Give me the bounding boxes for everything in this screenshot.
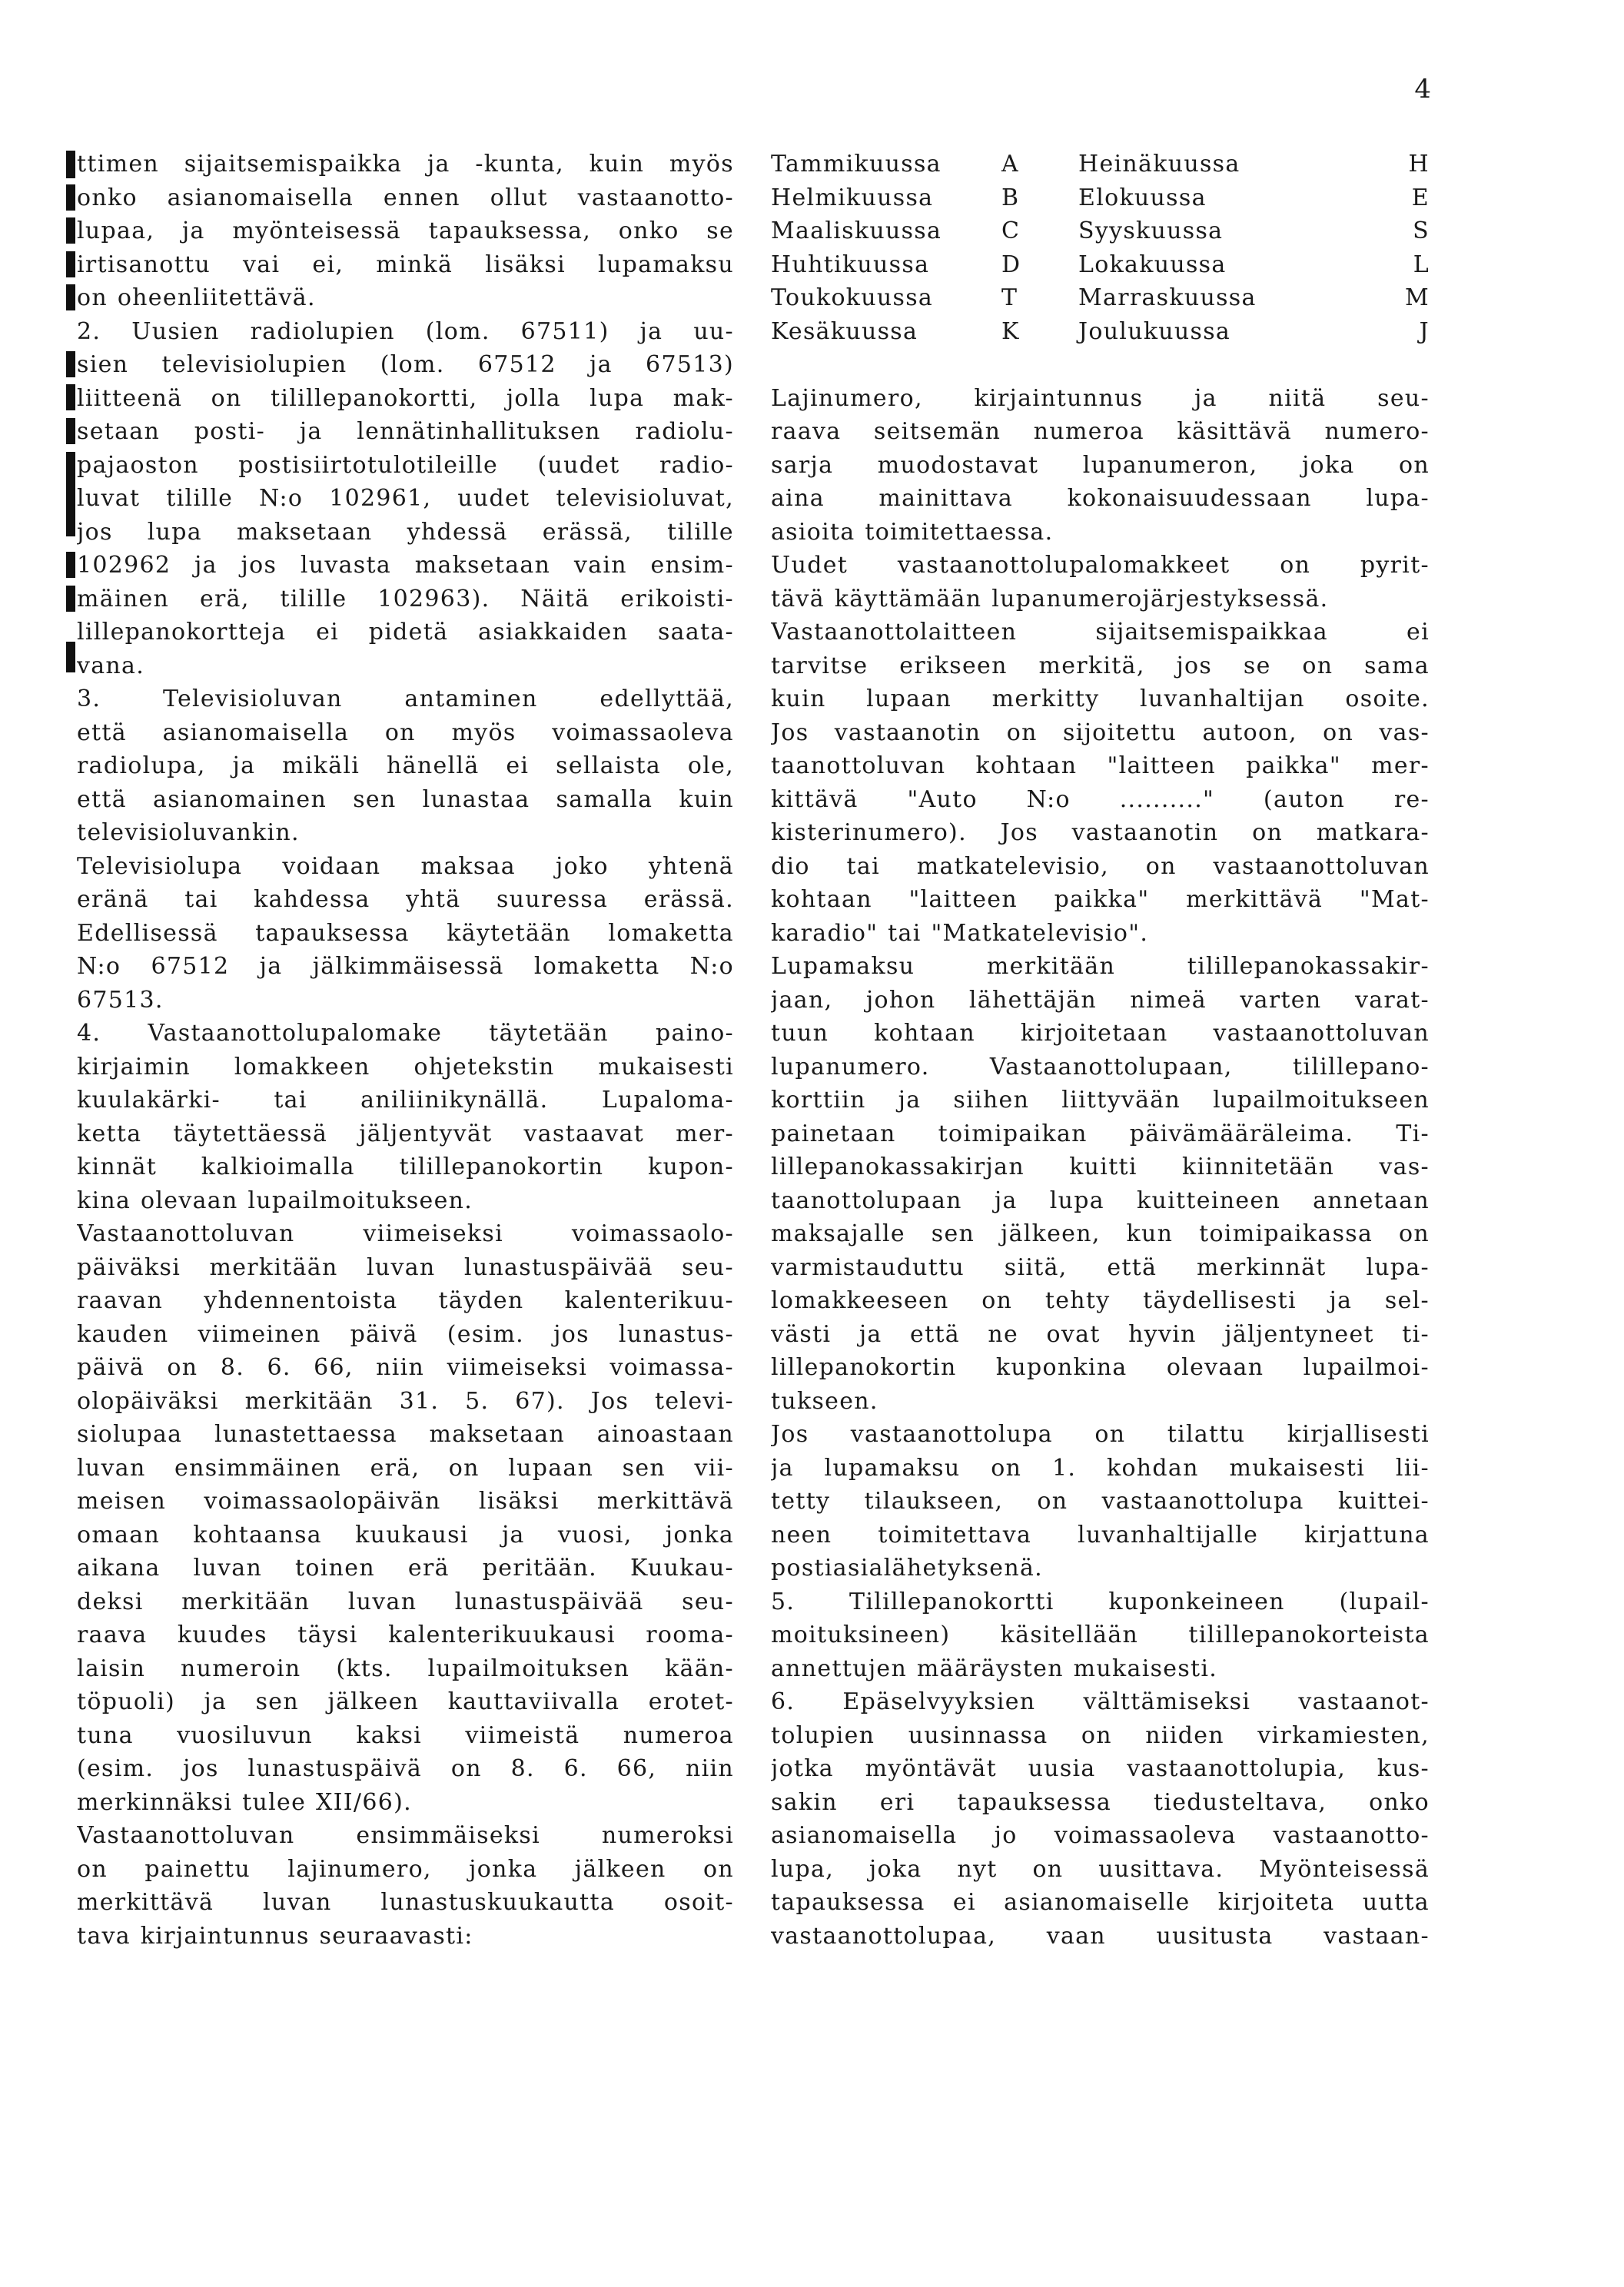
text-line: postiasialähetyksenä.: [771, 1555, 1044, 1582]
month-name: Toukokuussa: [771, 284, 934, 311]
month-letter-code: B: [1001, 184, 1020, 211]
text-line: pajaoston postisiirtotulotileille (uudet radio-: [77, 451, 734, 479]
text-line: että asianomainen sen lunastaa samalla kuin: [77, 785, 734, 813]
text-line: eränä tai kahdessa yhtä suuressa erässä.: [77, 886, 734, 913]
month-name: Heinäkuussa: [1078, 151, 1240, 178]
month-letter-code: C: [1001, 217, 1021, 244]
text-line: 3. Televisioluvan antaminen edellyttää,: [77, 685, 734, 712]
text-line: kisterinumero). Jos vastaanotin on matkara-: [771, 819, 1430, 846]
scan-edge-mark: [66, 418, 75, 444]
text-line: tapauksessa ei asianomaiselle kirjoiteta uutta: [771, 1889, 1430, 1916]
text-line: televisioluvankin.: [77, 819, 300, 846]
text-line: luvat tilille N:o 102961, uudet televisioluvat,: [77, 485, 734, 512]
text-line: on painettu lajinumero, jonka jälkeen on: [77, 1855, 734, 1883]
text-line: aina mainittava kokonaisuudessaan lupa-: [771, 485, 1430, 512]
scan-edge-mark: [66, 151, 75, 178]
text-line: tava kirjaintunnus seuraavasti:: [77, 1922, 473, 1950]
scan-edge-mark: [66, 351, 75, 377]
text-line: merkinnäksi tulee XII/66).: [77, 1788, 412, 1816]
month-letter-code: D: [1001, 251, 1021, 278]
text-line: luvan ensimmäinen erä, on lupaan sen vii-: [77, 1454, 734, 1482]
text-line: tolupien uusinnassa on niiden virkamiesten,: [771, 1721, 1430, 1749]
right-column-text: [771, 382, 1430, 1953]
text-line: deksi merkitään luvan lunastuspäivää seu-: [77, 1588, 734, 1615]
text-line: tukseen.: [771, 1387, 878, 1415]
text-line: moituksineen) käsitellään tilillepanokorteista: [771, 1621, 1430, 1648]
text-line: tuun kohtaan kirjoitetaan vastaanottoluvan: [771, 1020, 1430, 1047]
text-line: jos lupa maksetaan yhdessä erässä, tilille: [77, 518, 734, 546]
text-line: karadio" tai "Matkatelevisio".: [771, 919, 1149, 947]
month-name: Kesäkuussa: [771, 317, 918, 345]
text-line: lupanumero. Vastaanottolupaan, tilillepano-: [771, 1053, 1430, 1080]
text-line: taanottoluvan kohtaan "laitteen paikka" mer-: [771, 752, 1430, 779]
scan-edge-mark: [66, 284, 75, 310]
month-code-row: [771, 315, 1430, 349]
text-line: radiolupa, ja mikäli hänellä ei sellaista ole,: [77, 752, 734, 779]
text-line: töpuoli) ja sen jälkeen kauttaviivalla erotet-: [77, 1688, 734, 1715]
month-name: Huhtikuussa: [771, 251, 930, 278]
scan-edge-mark: [66, 184, 75, 211]
scan-edge-mark: [66, 251, 75, 277]
month-name: Lokakuussa: [1078, 251, 1227, 278]
text-line: tetty tilaukseen, on vastaanottolupa kuittei-: [771, 1488, 1430, 1515]
text-line: Uudet vastaanottolupalomakkeet on pyrit-: [771, 552, 1430, 579]
text-line: N:o 67512 ja jälkimmäisessä lomaketta N:o: [77, 953, 734, 980]
month-letter-code: T: [1001, 284, 1018, 311]
text-line: asioita toimitettaessa.: [771, 518, 1054, 546]
text-line: Vastaanottolaitteen sijaitsemispaikkaa ei: [771, 619, 1430, 646]
text-line: Vastaanottoluvan ensimmäiseksi numeroksi: [77, 1822, 734, 1849]
text-line: mäinen erä, tilille 102963). Näitä erikoisti-: [77, 585, 734, 612]
month-name: Syyskuussa: [1078, 217, 1224, 244]
text-line: 6. Epäselvyyksien välttämiseksi vastaanot-: [771, 1688, 1430, 1715]
text-line: irtisanottu vai ei, minkä lisäksi lupamaksu: [77, 251, 734, 278]
text-line: meisen voimassaolopäivän lisäksi merkittävä: [77, 1488, 734, 1515]
scan-edge-mark: [66, 642, 75, 672]
text-line: ttimen sijaitsemispaikka ja -kunta, kuin myös: [77, 151, 734, 178]
text-line: omaan kohtaansa kuukausi ja vuosi, jonka: [77, 1521, 734, 1548]
text-line: dio tai matkatelevisio, on vastaanottoluvan: [771, 852, 1430, 880]
text-line: päiväksi merkitään luvan lunastuspäivää seu-: [77, 1253, 734, 1281]
text-line: sien televisiolupien (lom. 67512 ja 67513): [77, 351, 734, 378]
month-name: Joulukuussa: [1078, 317, 1231, 345]
month-letter-code: K: [1001, 317, 1020, 345]
text-line: neen toimitettava luvanhaltijalle kirjattuna: [771, 1521, 1430, 1548]
right-column: [771, 148, 1430, 1953]
text-line: Jos vastaanottolupa on tilattu kirjallisesti: [771, 1421, 1430, 1448]
text-line: tävä käyttämään lupanumerojärjestyksessä.: [771, 585, 1329, 612]
text-line: Jos vastaanotin on sijoitettu autoon, on vas-: [771, 719, 1430, 746]
text-line: 5. Tilillepanokortti kuponkeineen (lupail-: [771, 1588, 1430, 1615]
text-line: tarvitse erikseen merkitä, jos se on sama: [771, 652, 1430, 679]
text-line: 4. Vastaanottolupalomake täytetään paino-: [77, 1020, 734, 1047]
month-name: Elokuussa: [1078, 184, 1207, 211]
text-line: sakin eri tapauksessa tiedusteltava, onko: [771, 1788, 1430, 1816]
text-line: jotka myöntävät uusia vastaanottolupia, kus-: [771, 1755, 1430, 1782]
text-line: kina olevaan lupailmoitukseen.: [77, 1187, 473, 1214]
scan-edge-mark: [66, 586, 75, 612]
month-name: Marraskuussa: [1078, 284, 1257, 311]
text-line: lupaa, ja myönteisessä tapauksessa, onko se: [77, 217, 734, 244]
text-line: Lajinumero, kirjaintunnus ja niitä seu-: [771, 384, 1430, 412]
month-code-table: [771, 148, 1430, 348]
month-letter-code: H: [1408, 151, 1430, 178]
text-line: kirjaimin lomakkeen ohjetekstin mukaisesti: [77, 1053, 734, 1080]
text-line: aikana luvan toinen erä peritään. Kuukau-: [77, 1555, 734, 1582]
text-line: Vastaanottoluvan viimeiseksi voimassaolo-: [77, 1220, 734, 1247]
month-letter-code: E: [1411, 184, 1430, 211]
text-line: lomakkeeseen on tehty täydellisesti ja sel-: [771, 1287, 1430, 1314]
text-line: liitteenä on tilillepanokortti, jolla lupa mak-: [77, 384, 734, 412]
text-line: onko asianomaisella ennen ollut vastaanotto-: [77, 184, 734, 211]
month-letter-code: J: [1419, 317, 1430, 345]
month-code-row: [771, 148, 1430, 181]
text-line: setaan posti- ja lennätinhallituksen radiolu-: [77, 418, 734, 445]
text-line: 102962 ja jos luvasta maksetaan vain ensim-: [77, 552, 734, 579]
text-line: varmistauduttu siitä, että merkinnät lupa-: [771, 1253, 1430, 1281]
scan-edge-mark: [66, 217, 75, 244]
text-line: lupa, joka nyt on uusittava. Myönteisessä: [771, 1855, 1430, 1883]
text-line: merkittävä luvan lunastuskuukautta osoit-: [77, 1889, 734, 1916]
text-line: ja lupamaksu on 1. kohdan mukaisesti lii-: [771, 1454, 1430, 1482]
text-line: maksajalle sen jälkeen, kun toimipaikassa on: [771, 1220, 1430, 1247]
text-line: olopäiväksi merkitään 31. 5. 67). Jos televi-: [77, 1387, 734, 1415]
text-line: raava kuudes täysi kalenterikuukausi rooma-: [77, 1621, 734, 1648]
scan-edge-mark: [66, 452, 75, 536]
month-letter-code: S: [1413, 217, 1430, 244]
text-line: Edellisessä tapauksessa käytetään lomaketta: [77, 919, 734, 947]
text-line: asianomaisella jo voimassaoleva vastaanotto-: [771, 1822, 1430, 1849]
text-line: raavan yhdennentoista täyden kalenterikuu-: [77, 1287, 734, 1314]
text-line: 2. Uusien radiolupien (lom. 67511) ja uu-: [77, 317, 734, 345]
text-line: että asianomaisella on myös voimassaoleva: [77, 719, 734, 746]
text-line: västi ja että ne ovat hyvin jäljentyneet ti-: [771, 1320, 1430, 1348]
text-line: siolupaa lunastettaessa maksetaan ainoastaan: [77, 1421, 734, 1448]
text-line: päivä on 8. 6. 66, niin viimeiseksi voimassa-: [77, 1354, 734, 1381]
text-line: lillepanokortin kuponkina olevaan lupailmoi-: [771, 1354, 1430, 1381]
table-gap: [771, 348, 1430, 382]
text-line: korttiin ja siihen liittyvään lupailmoitukseen: [771, 1087, 1430, 1114]
text-line: jaan, johon lähettäjän nimeä varten varat-: [771, 986, 1430, 1014]
text-line: kohtaan "laitteen paikka" merkittävä "Mat-: [771, 886, 1430, 913]
month-name: Helmikuussa: [771, 184, 934, 211]
text-line: tuna vuosiluvun kaksi viimeistä numeroa: [77, 1721, 734, 1749]
text-line: Televisiolupa voidaan maksaa joko yhtenä: [77, 852, 734, 880]
text-line: kuin lupaan merkitty luvanhaltijan osoite.: [771, 685, 1430, 712]
month-letter-code: L: [1413, 251, 1430, 278]
text-line: kauden viimeinen päivä (esim. jos lunastus-: [77, 1320, 734, 1348]
text-line: raava seitsemän numeroa käsittävä numero-: [771, 418, 1430, 445]
month-name: Maaliskuussa: [771, 217, 942, 244]
text-line: kuulakärki- tai aniliinikynällä. Lupaloma-: [77, 1087, 734, 1114]
text-line: vana.: [77, 652, 145, 679]
month-code-row: [771, 181, 1430, 215]
text-line: taanottolupaan ja lupa kuitteineen annetaan: [771, 1187, 1430, 1214]
text-line: annettujen määräysten mukaisesti.: [771, 1655, 1218, 1682]
text-line: ketta täytettäessä jäljentyvät vastaavat mer-: [77, 1120, 734, 1147]
month-name: Tammikuussa: [771, 151, 942, 178]
month-letter-code: A: [1001, 151, 1019, 178]
scan-edge-mark: [66, 384, 75, 410]
text-line: Lupamaksu merkitään tilillepanokassakir-: [771, 953, 1430, 980]
text-line: laisin numeroin (kts. lupailmoituksen kään-: [77, 1655, 734, 1682]
text-line: kinnät kalkioimalla tilillepanokortin kupon-: [77, 1153, 734, 1180]
text-line: lillepanokassakirjan kuitti kiinnitetään vas-: [771, 1153, 1430, 1180]
month-code-row: [771, 214, 1430, 248]
left-column: [77, 148, 734, 1953]
scan-edge-mark: [66, 552, 75, 578]
text-line: (esim. jos lunastuspäivä on 8. 6. 66, niin: [77, 1755, 734, 1782]
month-code-row: [771, 248, 1430, 282]
text-line: on oheenliitettävä.: [77, 284, 316, 311]
month-code-row: [771, 281, 1430, 315]
text-line: sarja muodostavat lupanumeron, joka on: [771, 451, 1430, 479]
text-line: 67513.: [77, 986, 164, 1014]
month-letter-code: M: [1404, 284, 1430, 311]
text-line: vastaanottolupaa, vaan uusitusta vastaan-: [771, 1922, 1430, 1950]
text-line: painetaan toimipaikan päivämääräleima. Ti-: [771, 1120, 1430, 1147]
text-line: lillepanokortteja ei pidetä asiakkaiden saata-: [77, 619, 734, 646]
text-line: kittävä "Auto N:o .........." (auton re-: [771, 785, 1430, 813]
page-number: 4: [1414, 74, 1432, 105]
